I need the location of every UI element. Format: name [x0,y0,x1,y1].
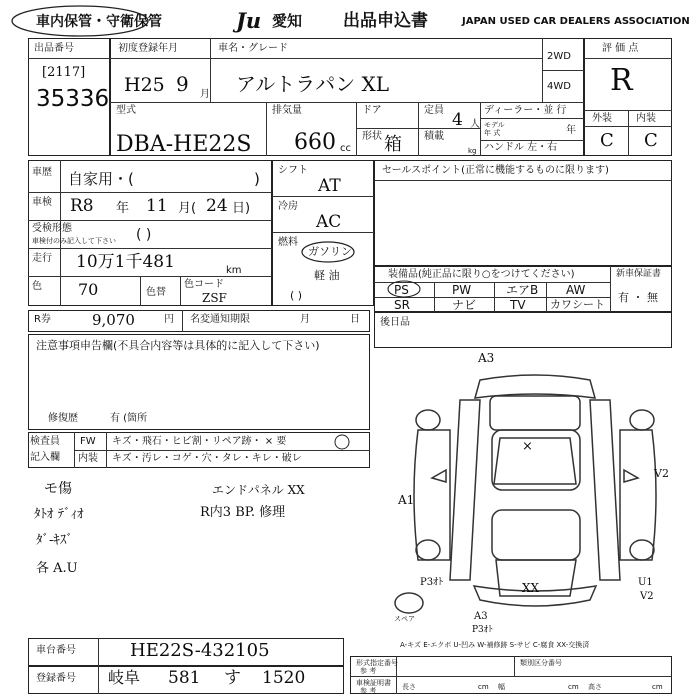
height-unit: cm [652,683,663,691]
lot-label: 出品番号 [34,43,74,54]
warranty-value: 有 ・ 無 [618,291,658,304]
r-ticket-label: R券 [34,314,51,325]
model-label: 型式 [116,105,136,116]
load-unit: kg [468,147,477,155]
inspection-label: 車検 [32,197,52,208]
doc-title: 出品申込書 [343,11,428,31]
shape-value: 箱 [384,134,402,155]
width-label: 幅 [498,683,505,691]
note-5: ﾀﾞ-ｷｽﾞ [36,533,73,548]
diagram-legend: A-キズ E-エクボ U-凹み W-補修跡 S-サビ C-腐食 XX-交換済 [400,641,590,649]
insp-era: R8 [70,196,94,216]
entry-label: 記入欄 [30,452,60,463]
record-value: 自家用・( [68,170,134,188]
equip-navi: ナビ [452,298,477,312]
insp-month-unit: 月( [178,201,197,216]
fw-label: FW [80,436,96,447]
diagram-mark-v2: V2 [654,467,669,480]
note-1: モ傷 [44,481,72,497]
width-unit: cm [568,683,579,691]
month-unit: 月 [200,89,210,100]
equipment-header: 装備品(純正品に限り○をつけてください) [388,269,575,280]
note-6: 各 A.U [36,561,78,576]
receive-paren: ( ) [136,227,152,243]
diagram-mark-a1: A1 [398,493,415,507]
fuel-gas: ガソリン [308,245,352,258]
color-value: 70 [78,280,99,299]
mileage-value: 10万1千481 [76,252,175,272]
fuel-paren: ( ) [290,289,303,302]
mileage-label: 走行 [32,253,52,264]
diagram-mark-u1: U1 [638,577,653,588]
diagram-mark-a3-rear: A3 [474,611,488,622]
plate-class: 581 [168,668,201,688]
nc-day: 日 [350,314,360,325]
ps-circle-mark [386,280,426,298]
assoc-name: JAPAN USED CAR DEALERS ASSOCIATION [462,16,690,27]
diagram-mark-a3-top: A3 [478,351,495,365]
diagram-mark-p3-rear: P3ｵﾄ [472,625,493,635]
equip-airbag: エアB [506,283,539,297]
after-note-box [374,312,672,348]
shift-label: シフト [278,165,308,176]
cert-label: 車検証明書 [356,679,391,687]
nc-month: 月 [300,314,310,325]
equip-aw: AW [566,283,586,297]
name-change-label: 名変通知期限 [190,314,250,325]
fw-items: キズ・飛石・ヒビ割・リペア跡・ × 要 [112,436,287,447]
cooling-value: AC [316,212,342,232]
first-reg-era: H25 [124,74,165,96]
spare-label: スペア [394,615,415,623]
shape-label: 形状 [362,131,382,142]
logo-mark: Ju [236,8,262,33]
note-3: ﾀﾄｵ ﾃﾞｨｵ [34,507,84,522]
spare-tire-icon [392,590,426,616]
interior-value: C [644,130,658,151]
remarks-header: 注意事項申告欄(不具合内容等は具体的に記入して下さい) [36,339,320,352]
yen-unit: 円 [164,314,174,325]
mileage-unit: km [226,265,242,276]
sales-point-label: セールスポイント(正常に機能するものに限ります) [382,165,609,176]
warranty-label: 新車保証書 [616,269,662,279]
dealer-label: ディーラー・並 行 [484,105,567,116]
length-label: 長さ [402,683,416,691]
equip-ps: PS [394,283,409,297]
chassis-label: 車台番号 [36,645,76,656]
handle-label: ハンドル 左・右 [484,142,558,153]
receive-note: 車検付のみ記入して下さい [32,237,116,245]
insp-year: 年 [116,201,130,216]
exterior-value: C [600,130,614,151]
repair-value: 有 (箇所 [110,413,148,424]
color-label: 色 [32,281,42,292]
inspector-label: 検査員 [30,436,60,447]
class-no-label: 類別区分番号 [520,659,562,667]
storage-tag-text: 車内保管・守衛保管 [36,14,162,30]
equip-tv: TV [510,298,526,312]
first-reg-month: 9 [176,72,189,96]
color-change-label: 色替 [146,287,166,298]
storage-tag [24,8,204,34]
org-name: 愛知 [272,12,303,30]
grade-label: 評 価 点 [602,43,639,54]
plate-label: 登録番号 [36,673,76,684]
disp-unit: cc [340,143,351,154]
color-code-label: 色コード [184,279,224,290]
note-4: R内3 BP. 修理 [200,505,286,520]
diagram-mark-p3-left: P3ｵﾄ [420,577,444,588]
repair-label: 修復歴 [48,413,78,424]
fuel-oil: 軽 油 [314,269,340,282]
shift-value: AT [318,176,341,196]
year-unit: 年 [566,125,576,136]
int-label: 内装 [78,453,98,464]
cap-value: 4 [452,110,463,130]
record-label: 車歴 [32,167,52,178]
cooling-label: 冷房 [278,201,298,212]
record-close: ) [254,170,260,188]
lot-number: 35336 [36,86,110,112]
load-label: 積載 [424,131,444,142]
spec-ref-box [350,656,672,694]
cap-label: 定員 [424,105,444,116]
cap-unit: 人 [470,119,480,130]
ref-label-1: 参 考 [360,667,377,675]
insp-month: 11 [146,196,168,216]
fuel-label: 燃料 [278,237,298,248]
plate-number: 1520 [262,668,306,688]
first-reg-label: 初度登録年月 [118,43,178,54]
exterior-label: 外装 [592,113,612,124]
equip-pw: PW [452,283,472,297]
model-year-label: モデル 年 式 [484,121,505,137]
after-note-label: 後日品 [380,317,410,328]
note-2: エンドパネル XX [212,483,305,497]
name-label: 車名・グレード [218,43,288,54]
disp-label: 排気量 [272,105,302,116]
grade-value: R [610,63,633,98]
plate-region: 岐阜 [108,668,141,687]
int-items: キズ・汚レ・コゲ・穴・タレ・キレ・破レ [112,453,302,464]
door-label: ドア [362,105,382,116]
lot-sub: [2117] [42,65,86,80]
chassis-value: HE22S-432105 [130,640,270,661]
interior-label: 内装 [636,113,656,124]
fw-circle-mark [334,434,352,450]
color-code-value: ZSF [202,291,227,305]
receive-label: 受検形態 [32,223,72,234]
insp-day-unit: 日) [232,201,251,216]
model-value: DBA-HE22S [116,132,252,157]
plate-kana: す [224,668,241,688]
equip-sr: SR [394,298,410,312]
drive-4wd: 4WD [547,81,571,92]
insp-day: 24 [206,196,228,216]
height-label: 高さ [588,683,602,691]
ref-label-2: 参 考 [360,687,377,695]
r-ticket-value: 9,070 [92,311,135,329]
diagram-mark-xx: XX [522,581,540,595]
length-unit: cm [478,683,489,691]
disp-value: 660 [294,130,336,155]
diagram-mark-x: × [522,439,533,454]
car-name: アルトラパン XL [236,72,390,96]
spec-no-label: 形式指定番号 [356,659,398,667]
drive-2wd: 2WD [547,51,571,62]
equip-leather: カワシート [550,298,605,311]
diagram-mark-v2-rear: V2 [640,591,654,602]
